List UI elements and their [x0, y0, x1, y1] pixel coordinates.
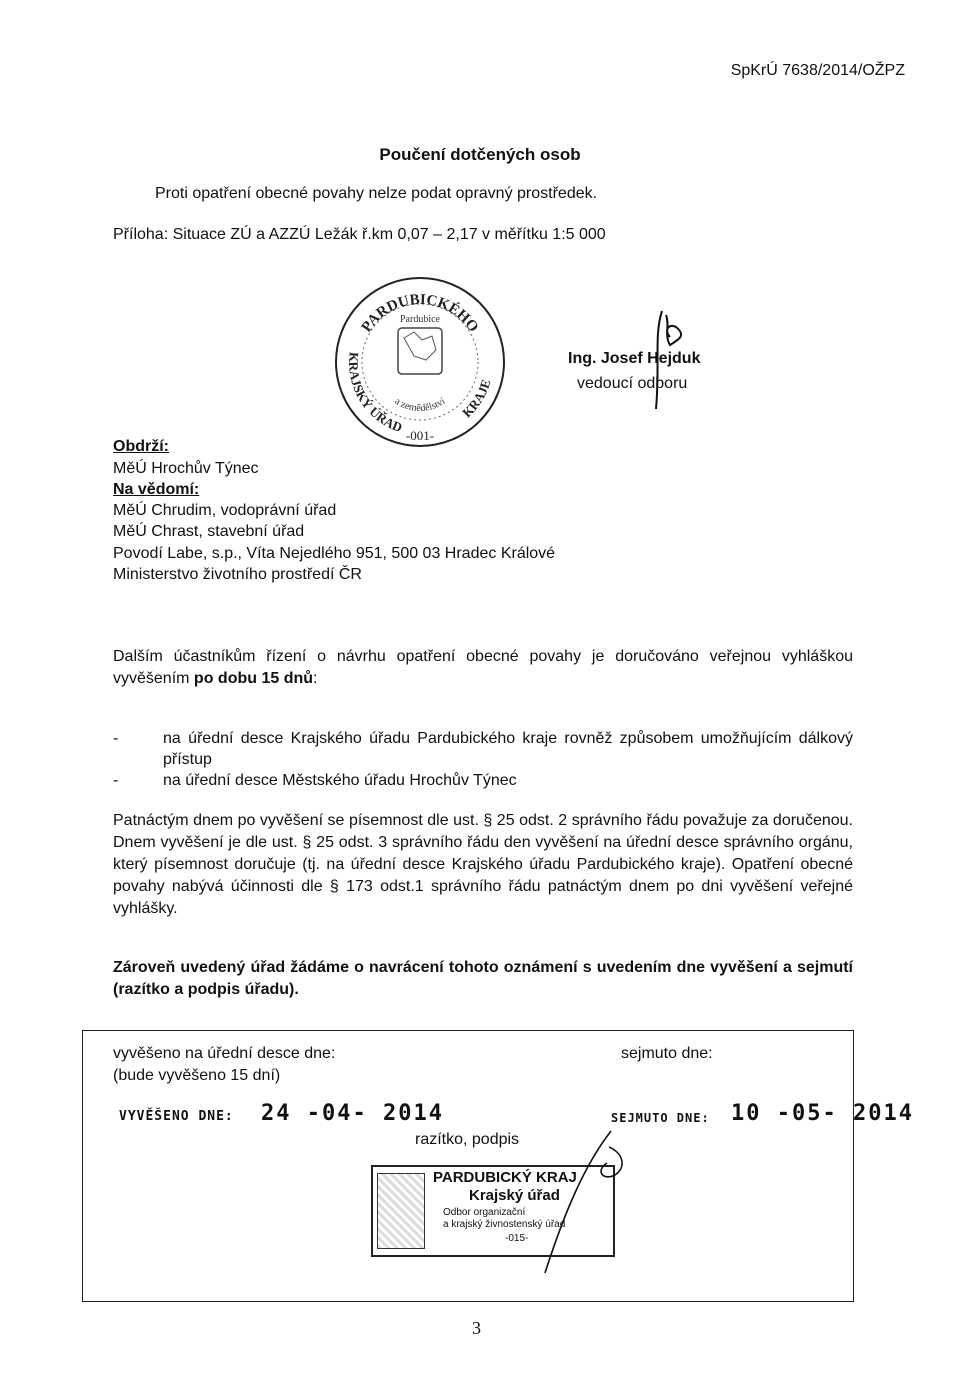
office-stamp-line1: PARDUBICKÝ KRAJ [433, 1169, 577, 1186]
seal-right-text: KRAJE [459, 377, 494, 421]
intro-bold: po dobu 15 dnů [193, 670, 314, 687]
obdrzi-label: Obdrží: [113, 438, 169, 455]
svg-text:a zemědělství [393, 396, 448, 414]
request-paragraph: Zároveň uvedený úřad žádáme o navrácení tohoto oznámení s uvedením dne vyvěšení a sejmutí (razítko a podpis úřadu). [113, 959, 853, 998]
intro-text: Dalším účastníkům řízení o návrhu opatření obecné povahy je doručováno veřejnou vyhláškou vyvěšením [113, 648, 853, 687]
seal-city: Pardubice [400, 314, 440, 325]
posted-label: vyvěšeno na úřední desce dne: [113, 1045, 336, 1062]
legal-paragraph: Patnáctým dnem po vyvěšení se písemnost dle ust. § 25 odst. 2 správního řádu považuje za doručenou. Dnem vyvěšení je dle ust. § 25 odst. 3 správního řádu den vyvěšení na úřední desce správního orgánu, který písemnost doručuje (tj. na úřední desce Krajského úřadu Pardubického kraje). Opatření obecné povahy nabývá účinnosti dle § 173 odst.1 správního řádu patnáctým dnem po dni vyvěšení veřejné vyhlášky. [113, 812, 853, 917]
recipient-item: Ministerstvo životního prostředí ČR [113, 566, 362, 583]
list-item [113, 728, 853, 770]
recipient-item: Povodí Labe, s.p., Víta Nejedlého 951, 500 03 Hradec Králové [113, 545, 556, 562]
section-title: Poučení dotčených osob [379, 145, 581, 164]
document-reference: SpKrÚ 7638/2014/OŽPZ [730, 62, 905, 79]
coat-of-arms-icon [377, 1173, 425, 1249]
list-item [113, 770, 853, 791]
office-stamp-line4: a krajský živnostenský úřad [443, 1219, 566, 1230]
handwritten-signature [523, 1127, 633, 1277]
stamp-sign-label: razítko, podpis [415, 1131, 520, 1148]
recipient-item: MěÚ Chrast, stavební úřad [113, 523, 305, 540]
posted-stamp: VYVĚŠENO DNE: [119, 1109, 234, 1124]
bullet-dash: - [113, 772, 119, 789]
seal-number: -001- [405, 428, 435, 443]
office-stamp-line3: Odbor organizační [443, 1207, 526, 1218]
recipient-item: MěÚ Chrudim, vodoprávní úřad [113, 502, 337, 519]
bullet-text: na úřední desce Městského úřadu Hrochův Týnec [163, 772, 517, 789]
posted-sublabel: (bude vyvěšeno 15 dní) [113, 1067, 281, 1084]
intro-end: : [313, 670, 318, 687]
seal-top-text: PARDUBICKÉHO [358, 291, 482, 336]
posting-record-box [82, 1030, 914, 1302]
signatory-name: Ing. Josef Hejduk [568, 350, 701, 367]
office-stamp-line2: Krajský úřad [469, 1187, 560, 1204]
removed-date: 10 -05- 2014 [731, 1101, 914, 1126]
public-notice-intro [113, 646, 853, 690]
removed-label: sejmuto dne: [621, 1045, 713, 1062]
page-number: 3 [472, 1318, 481, 1338]
seal-graphic [330, 272, 510, 452]
seal-left-text: KRAJSKÝ ÚŘAD [345, 351, 405, 436]
signature-mark [640, 305, 700, 415]
recipient-item: MěÚ Hrochův Týnec [113, 460, 259, 477]
svg-text:KRAJSKÝ ÚŘAD [346, 352, 404, 435]
attachment-line: Příloha: Situace ZÚ a AZZÚ Ležák ř.km 0,07 – 2,17 v měřítku 1:5 000 [113, 226, 606, 243]
office-stamp-line5: -015- [505, 1233, 529, 1244]
office-seal [330, 272, 510, 452]
posted-date: 24 -04- 2014 [261, 1101, 444, 1126]
bullet-dash: - [113, 730, 119, 747]
notice-line: Proti opatření obecné povahy nelze podat opravný prostředek. [155, 185, 598, 202]
seal-inner-bottom: a zemědělství [392, 395, 448, 414]
removed-stamp: SEJMUTO DNE: [611, 1111, 710, 1125]
na-vedomi-label: Na vědomí: [113, 481, 200, 498]
signatory-role: vedoucí odboru [577, 375, 688, 392]
bullet-text: na úřední desce Krajského úřadu Pardubického kraje rovněž způsobem umožňujícím dálkový přístup [163, 730, 853, 768]
